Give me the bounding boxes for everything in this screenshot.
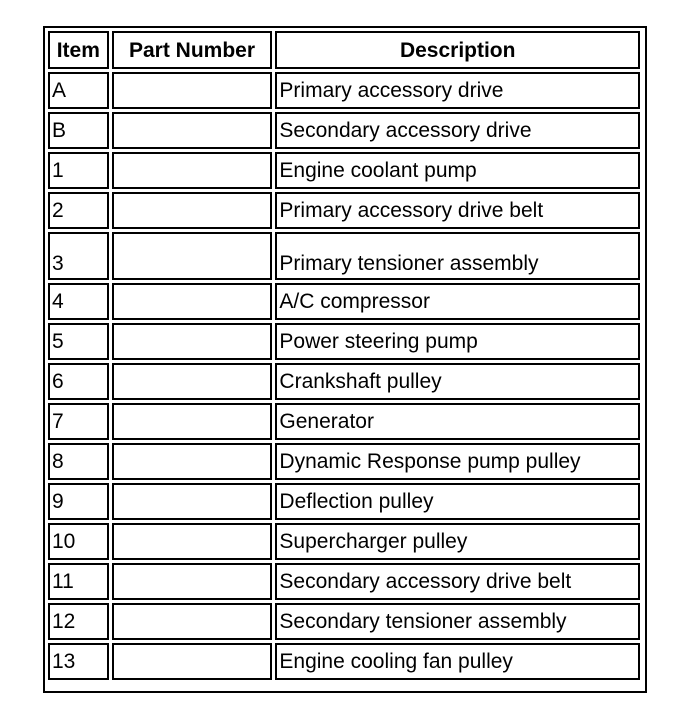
table-row <box>48 232 640 280</box>
cell-part-number <box>112 603 273 640</box>
parts-table <box>45 28 643 683</box>
cell-description: Generator <box>275 403 640 440</box>
cell-item: 10 <box>48 523 109 560</box>
cell-description: Engine coolant pump <box>275 152 640 189</box>
table-row <box>48 363 640 400</box>
cell-description: Supercharger pulley <box>275 523 640 560</box>
cell-item: 5 <box>48 323 109 360</box>
cell-part-number <box>112 152 273 189</box>
cell-part-number <box>112 323 273 360</box>
table-row <box>48 323 640 360</box>
table-row <box>48 483 640 520</box>
cell-part-number <box>112 483 273 520</box>
cell-description: Secondary accessory drive <box>275 112 640 149</box>
table-row <box>48 523 640 560</box>
header-description: Description <box>275 31 640 69</box>
parts-table-frame <box>43 26 647 693</box>
cell-description: Secondary tensioner assembly <box>275 603 640 640</box>
table-row <box>48 112 640 149</box>
cell-item: 8 <box>48 443 109 480</box>
cell-item: 3 <box>48 232 109 280</box>
table-header-row <box>48 31 640 69</box>
cell-description: Deflection pulley <box>275 483 640 520</box>
cell-description: Primary tensioner assembly <box>275 232 640 280</box>
cell-description: Crankshaft pulley <box>275 363 640 400</box>
cell-description: Primary accessory drive belt <box>275 192 640 229</box>
table-row <box>48 643 640 680</box>
cell-part-number <box>112 363 273 400</box>
cell-item: 12 <box>48 603 109 640</box>
cell-part-number <box>112 112 273 149</box>
cell-item: 2 <box>48 192 109 229</box>
cell-part-number <box>112 72 273 109</box>
cell-item: 11 <box>48 563 109 600</box>
table-row <box>48 603 640 640</box>
cell-description: Secondary accessory drive belt <box>275 563 640 600</box>
table-row <box>48 72 640 109</box>
header-item: Item <box>48 31 109 69</box>
table-row <box>48 443 640 480</box>
cell-part-number <box>112 523 273 560</box>
cell-item: B <box>48 112 109 149</box>
cell-part-number <box>112 443 273 480</box>
cell-part-number <box>112 192 273 229</box>
cell-item: 6 <box>48 363 109 400</box>
cell-description: Engine cooling fan pulley <box>275 643 640 680</box>
table-row <box>48 563 640 600</box>
table-row <box>48 403 640 440</box>
cell-item: 13 <box>48 643 109 680</box>
cell-description: Dynamic Response pump pulley <box>275 443 640 480</box>
cell-part-number <box>112 283 273 320</box>
cell-part-number <box>112 403 273 440</box>
cell-item: A <box>48 72 109 109</box>
header-part-number: Part Number <box>112 31 273 69</box>
cell-description: A/C compressor <box>275 283 640 320</box>
cell-item: 1 <box>48 152 109 189</box>
table-row <box>48 283 640 320</box>
table-row <box>48 192 640 229</box>
cell-part-number <box>112 563 273 600</box>
cell-item: 4 <box>48 283 109 320</box>
cell-part-number <box>112 232 273 280</box>
cell-item: 7 <box>48 403 109 440</box>
cell-part-number <box>112 643 273 680</box>
cell-description: Power steering pump <box>275 323 640 360</box>
cell-item: 9 <box>48 483 109 520</box>
cell-description: Primary accessory drive <box>275 72 640 109</box>
table-row <box>48 152 640 189</box>
